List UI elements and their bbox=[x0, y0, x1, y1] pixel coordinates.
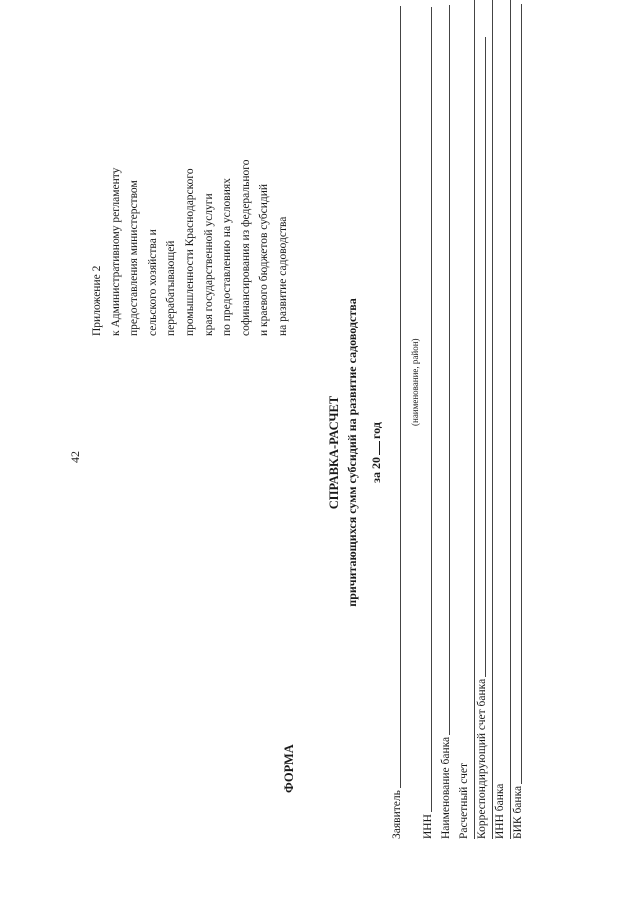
field-fill-line bbox=[449, 5, 450, 735]
appendix-line: сельского хозяйства и bbox=[146, 229, 159, 336]
field-label: Наименование банка bbox=[440, 736, 452, 839]
field-label: Расчетный счет bbox=[458, 763, 470, 839]
appendix-line: предоставления министерством bbox=[128, 180, 141, 336]
account-underline bbox=[474, 0, 475, 839]
field-label: ИНН банка bbox=[494, 783, 506, 839]
appendix-line: к Административному регламенту bbox=[109, 167, 122, 336]
appendix-block bbox=[88, 160, 293, 336]
form-label: ФОРМА bbox=[282, 744, 296, 793]
field-bik bbox=[512, 4, 524, 839]
appendix-line: края государственной услуги bbox=[202, 193, 215, 336]
field-fill-line bbox=[431, 7, 432, 812]
year-prefix: за 20 bbox=[369, 457, 383, 483]
appendix-line: софинансирования из федерального bbox=[239, 159, 252, 336]
field-label: БИК банка bbox=[512, 785, 524, 839]
applicant-hint: (наименование, район) bbox=[410, 338, 420, 426]
field-account bbox=[458, 763, 470, 839]
appendix-line: промышленности Краснодарского bbox=[183, 168, 196, 336]
year-suffix: год bbox=[369, 422, 383, 440]
appendix-line: по предоставлению на условиях bbox=[221, 178, 234, 336]
field-label: Заявитель bbox=[391, 790, 403, 839]
field-label: Корреспондирующий счет банка bbox=[476, 678, 488, 839]
appendix-line: Приложение 2 bbox=[91, 265, 103, 336]
field-bank-name bbox=[440, 5, 452, 839]
document-subtitle: причитающихся сумм субсидий на развитие садоводства bbox=[345, 298, 359, 607]
page-number: 42 bbox=[68, 451, 82, 463]
field-inn bbox=[422, 7, 434, 839]
bank-inn-underline bbox=[510, 0, 511, 839]
field-fill-line bbox=[485, 37, 486, 677]
appendix-line: на развитие садоводства bbox=[276, 216, 289, 336]
field-fill-line bbox=[400, 6, 401, 788]
year-line bbox=[368, 0, 384, 905]
appendix-line: перерабатывающей bbox=[165, 240, 178, 336]
field-label: ИНН bbox=[422, 814, 434, 839]
corr-underline bbox=[492, 0, 493, 839]
year-blank bbox=[368, 441, 380, 455]
document-title: СПРАВКА-РАСЧЕТ bbox=[327, 395, 341, 510]
field-applicant bbox=[391, 6, 403, 839]
field-corr-account bbox=[476, 37, 488, 839]
appendix-line: и краевого бюджетов субсидий bbox=[258, 183, 271, 336]
field-fill-line bbox=[521, 4, 522, 784]
field-bank-inn bbox=[494, 784, 506, 839]
